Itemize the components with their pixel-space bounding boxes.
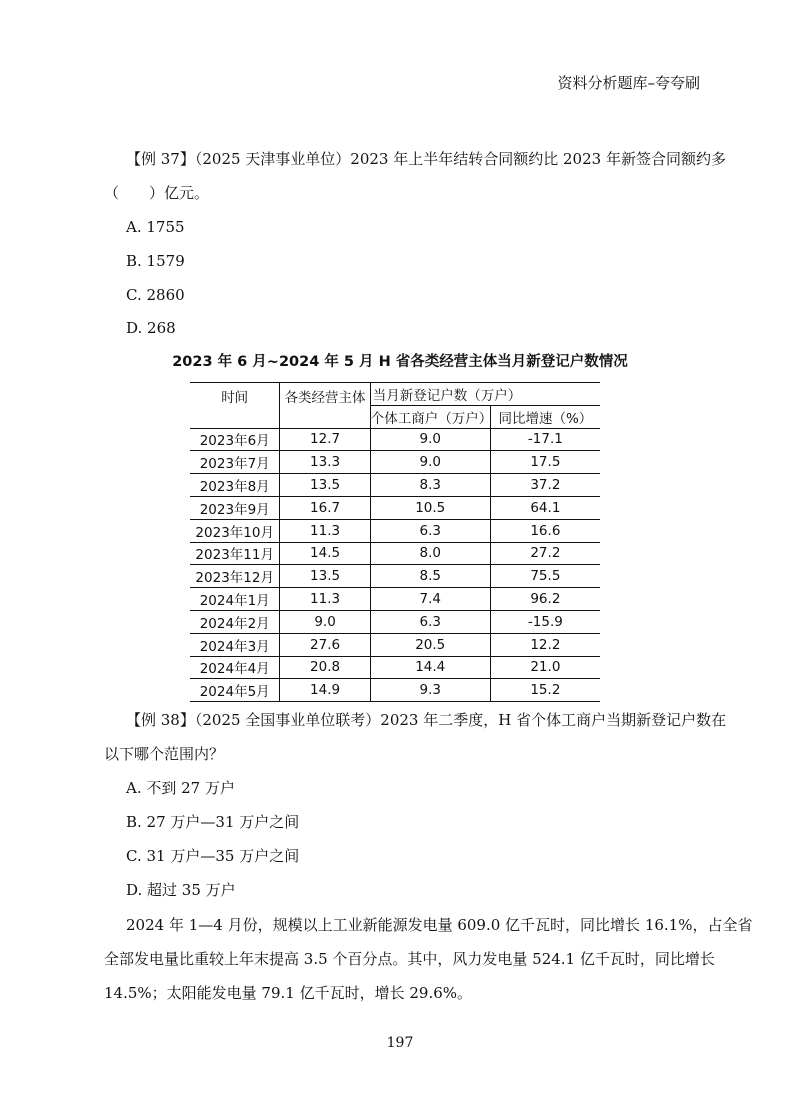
- cell-all: 14.9: [280, 679, 370, 702]
- cell-indiv: 20.5: [370, 633, 490, 656]
- cell-growth: 16.6: [490, 519, 600, 542]
- q37-option-c: C. 2860: [126, 286, 185, 304]
- cell-growth: -17.1: [490, 428, 600, 451]
- header-all: 各类经营主体: [280, 383, 370, 429]
- q38-option-d: D. 超过 35 万户: [126, 881, 236, 899]
- cell-time: 2023年12月: [190, 565, 280, 588]
- header-indiv: 个体工商户（万户）: [370, 405, 490, 428]
- data-table: [190, 382, 600, 702]
- cell-indiv: 9.0: [370, 428, 490, 451]
- table-row: [190, 428, 600, 451]
- cell-time: 2024年5月: [190, 679, 280, 702]
- cell-time: 2023年6月: [190, 428, 280, 451]
- q37-line1: 【例 37】（2025 天津事业单位）2023 年上半年结转合同额约比 2023 年新签合同额约多: [126, 150, 726, 168]
- table-row: [190, 565, 600, 588]
- q37-option-b: B. 1579: [126, 252, 185, 270]
- page-header: 资料分析题库–夸夸刷: [557, 74, 700, 92]
- passage-line3: 14.5%；太阳能发电量 79.1 亿千瓦时，增长 29.6%。: [104, 984, 473, 1002]
- table-row: [190, 633, 600, 656]
- cell-all: 12.7: [280, 428, 370, 451]
- cell-time: 2024年3月: [190, 633, 280, 656]
- header-growth: 同比增速（%）: [490, 405, 600, 428]
- cell-growth: -15.9: [490, 610, 600, 633]
- cell-all: 13.5: [280, 474, 370, 497]
- cell-time: 2023年7月: [190, 451, 280, 474]
- cell-time: 2024年4月: [190, 656, 280, 679]
- table-row: [190, 679, 600, 702]
- cell-indiv: 10.5: [370, 496, 490, 519]
- cell-time: 2024年1月: [190, 588, 280, 611]
- table-row: [190, 656, 600, 679]
- cell-time: 2023年9月: [190, 496, 280, 519]
- q37-option-d: D. 268: [126, 319, 176, 337]
- cell-indiv: 7.4: [370, 588, 490, 611]
- cell-growth: 12.2: [490, 633, 600, 656]
- q38-option-a: A. 不到 27 万户: [126, 779, 235, 797]
- q38-line2: 以下哪个范围内？: [104, 745, 225, 763]
- cell-all: 9.0: [280, 610, 370, 633]
- cell-indiv: 14.4: [370, 656, 490, 679]
- cell-all: 16.7: [280, 496, 370, 519]
- q37-option-a: A. 1755: [126, 218, 185, 236]
- cell-all: 13.5: [280, 565, 370, 588]
- q38-option-b: B. 27 万户—31 万户之间: [126, 813, 300, 831]
- table-row: [190, 474, 600, 497]
- cell-time: 2023年10月: [190, 519, 280, 542]
- table-row: [190, 519, 600, 542]
- cell-time: 2023年11月: [190, 542, 280, 565]
- cell-time: 2023年8月: [190, 474, 280, 497]
- cell-growth: 64.1: [490, 496, 600, 519]
- cell-growth: 17.5: [490, 451, 600, 474]
- table-row: [190, 451, 600, 474]
- cell-growth: 15.2: [490, 679, 600, 702]
- cell-all: 11.3: [280, 519, 370, 542]
- header-time: 时间: [190, 383, 280, 429]
- cell-growth: 27.2: [490, 542, 600, 565]
- q38-option-c: C. 31 万户—35 万户之间: [126, 847, 300, 865]
- q37-line2: （ ）亿元。: [104, 184, 210, 202]
- cell-all: 13.3: [280, 451, 370, 474]
- cell-indiv: 9.0: [370, 451, 490, 474]
- cell-indiv: 6.3: [370, 610, 490, 633]
- cell-indiv: 9.3: [370, 679, 490, 702]
- table-row: [190, 542, 600, 565]
- cell-indiv: 8.3: [370, 474, 490, 497]
- cell-indiv: 8.0: [370, 542, 490, 565]
- cell-growth: 96.2: [490, 588, 600, 611]
- cell-all: 14.5: [280, 542, 370, 565]
- cell-growth: 37.2: [490, 474, 600, 497]
- cell-time: 2024年2月: [190, 610, 280, 633]
- table-row: [190, 588, 600, 611]
- cell-indiv: 8.5: [370, 565, 490, 588]
- passage-line1: 2024 年 1—4 月份，规模以上工业新能源发电量 609.0 亿千瓦时，同比增长 16.1%，占全省: [126, 916, 753, 934]
- cell-growth: 21.0: [490, 656, 600, 679]
- cell-all: 11.3: [280, 588, 370, 611]
- page-number: 197: [386, 1035, 414, 1051]
- cell-all: 27.6: [280, 633, 370, 656]
- header-group: 当月新登记户数（万户）: [370, 383, 600, 406]
- table-title: 2023 年 6 月~2024 年 5 月 H 省各类经营主体当月新登记户数情况: [172, 354, 628, 370]
- cell-growth: 75.5: [490, 565, 600, 588]
- table-row: [190, 610, 600, 633]
- q38-line1: 【例 38】（2025 全国事业单位联考）2023 年二季度，H 省个体工商户当期新登记户数在: [126, 711, 727, 729]
- table-row: [190, 496, 600, 519]
- passage-line2: 全部发电量比重较上年末提高 3.5 个百分点。其中，风力发电量 524.1 亿千瓦时，同比增长: [104, 950, 715, 968]
- cell-indiv: 6.3: [370, 519, 490, 542]
- cell-all: 20.8: [280, 656, 370, 679]
